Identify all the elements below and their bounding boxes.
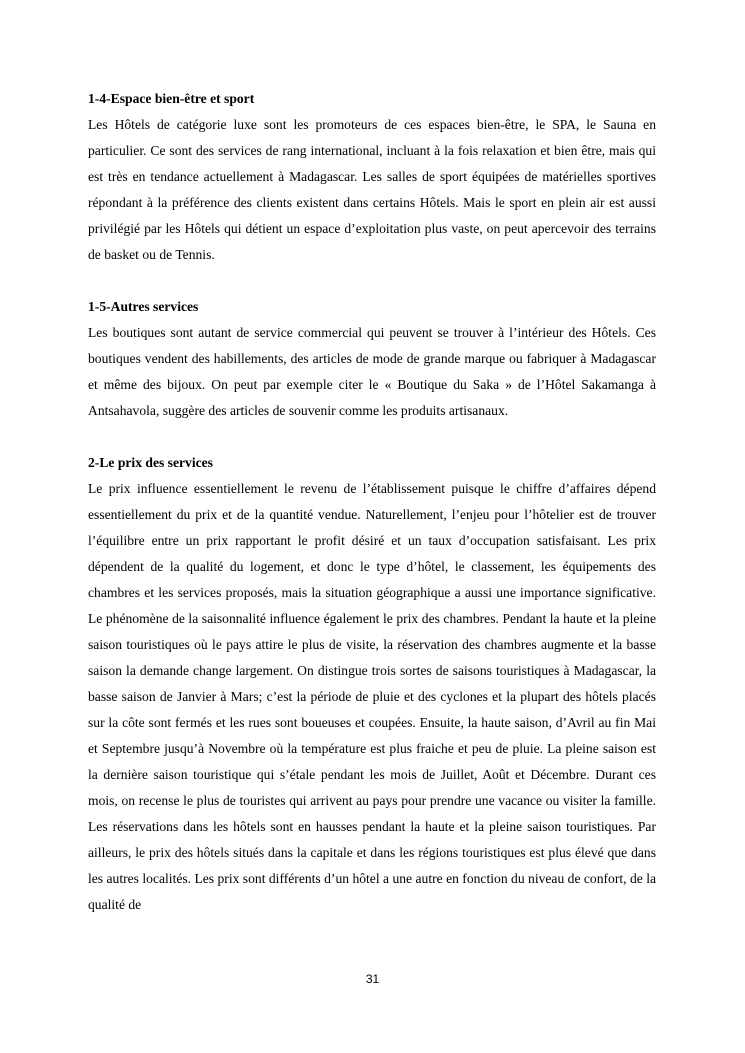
section-heading: 1-5-Autres services <box>88 299 199 314</box>
section-paragraph: Le prix influence essentiellement le revenu de l’établissement puisque le chiffre d’affaires dépend essentiellement du prix et de la quantité vendue. Naturellement, l’enjeu pour l’hôtelier est de trouver l’équilibre entre un prix rapportant le profit désiré et un taux d’occupation satisfaisant. Les prix dépendent de la qualité du logement, et donc le type d’hôtel, le classement, les équipements des chambres et les services proposés, mais la situation géographique a aussi une importance significative. Le phénomène de la saisonnalité influence également le prix des chambres. Pendant la haute et la pleine saison touristiques où le pays attire le plus de visite, la réservation des chambres augmente et la basse saison la demande change largement. On distingue trois sortes de saisons touristiques à Madagascar, la basse saison de Janvier à Mars; c’est la période de pluie et des cyclones et la plupart des hôtels placés sur la côte sont fermés et les rues sont boueuses et coupées. Ensuite, la haute saison, d’Avril au fin Mai et Septembre jusqu’à Novembre où la température est plus fraiche et peu de pluie. La pleine saison est la dernière saison touristique qui s’étale pendant les mois de Juillet, Août et Décembre. Durant ces mois, on recense le plus de touristes qui arrivent au pays pour prendre une vacance ou visiter la famille. Les réservations dans les hôtels sont en hausses pendant la haute et la pleine saison touristiques. Par ailleurs, le prix des hôtels situés dans la capitale et dans les régions touristiques est plus élevé que dans les autres localités. Les prix sont différents d’un hôtel a une autre en fonction du niveau de confort, de la qualité de <box>88 481 656 912</box>
section-prix-des-services <box>88 450 656 918</box>
page-number: 31 <box>365 972 380 986</box>
section-espace-bien-etre <box>88 86 656 268</box>
section-heading: 1-4-Espace bien-être et sport <box>88 91 255 106</box>
document-page <box>88 86 656 944</box>
section-paragraph: Les boutiques sont autant de service commercial qui peuvent se trouver à l’intérieur des Hôtels. Ces boutiques vendent des habillements, des articles de mode de grande marque ou fabriquer à Madagascar et même des bijoux. On peut par exemple citer le « Boutique du Saka » de l’Hôtel Sakamanga à Antsahavola, suggère des articles de souvenir comme les produits artisanaux. <box>88 325 656 418</box>
section-autres-services <box>88 294 656 424</box>
section-heading: 2-Le prix des services <box>88 455 213 470</box>
section-paragraph: Les Hôtels de catégorie luxe sont les promoteurs de ces espaces bien-être, le SPA, le Sauna en particulier. Ce sont des services de rang international, incluant à la fois relaxation et bien être, mais qui est très en tendance actuellement à Madagascar. Les salles de sport équipées de matérielles sportives répondant à la préférence des clients existent dans certains Hôtels. Mais le sport en plein air est aussi privilégié par les Hôtels qui détient un espace d’exploitation plus vaste, on peut apercevoir des terrains de basket ou de Tennis. <box>88 117 656 262</box>
